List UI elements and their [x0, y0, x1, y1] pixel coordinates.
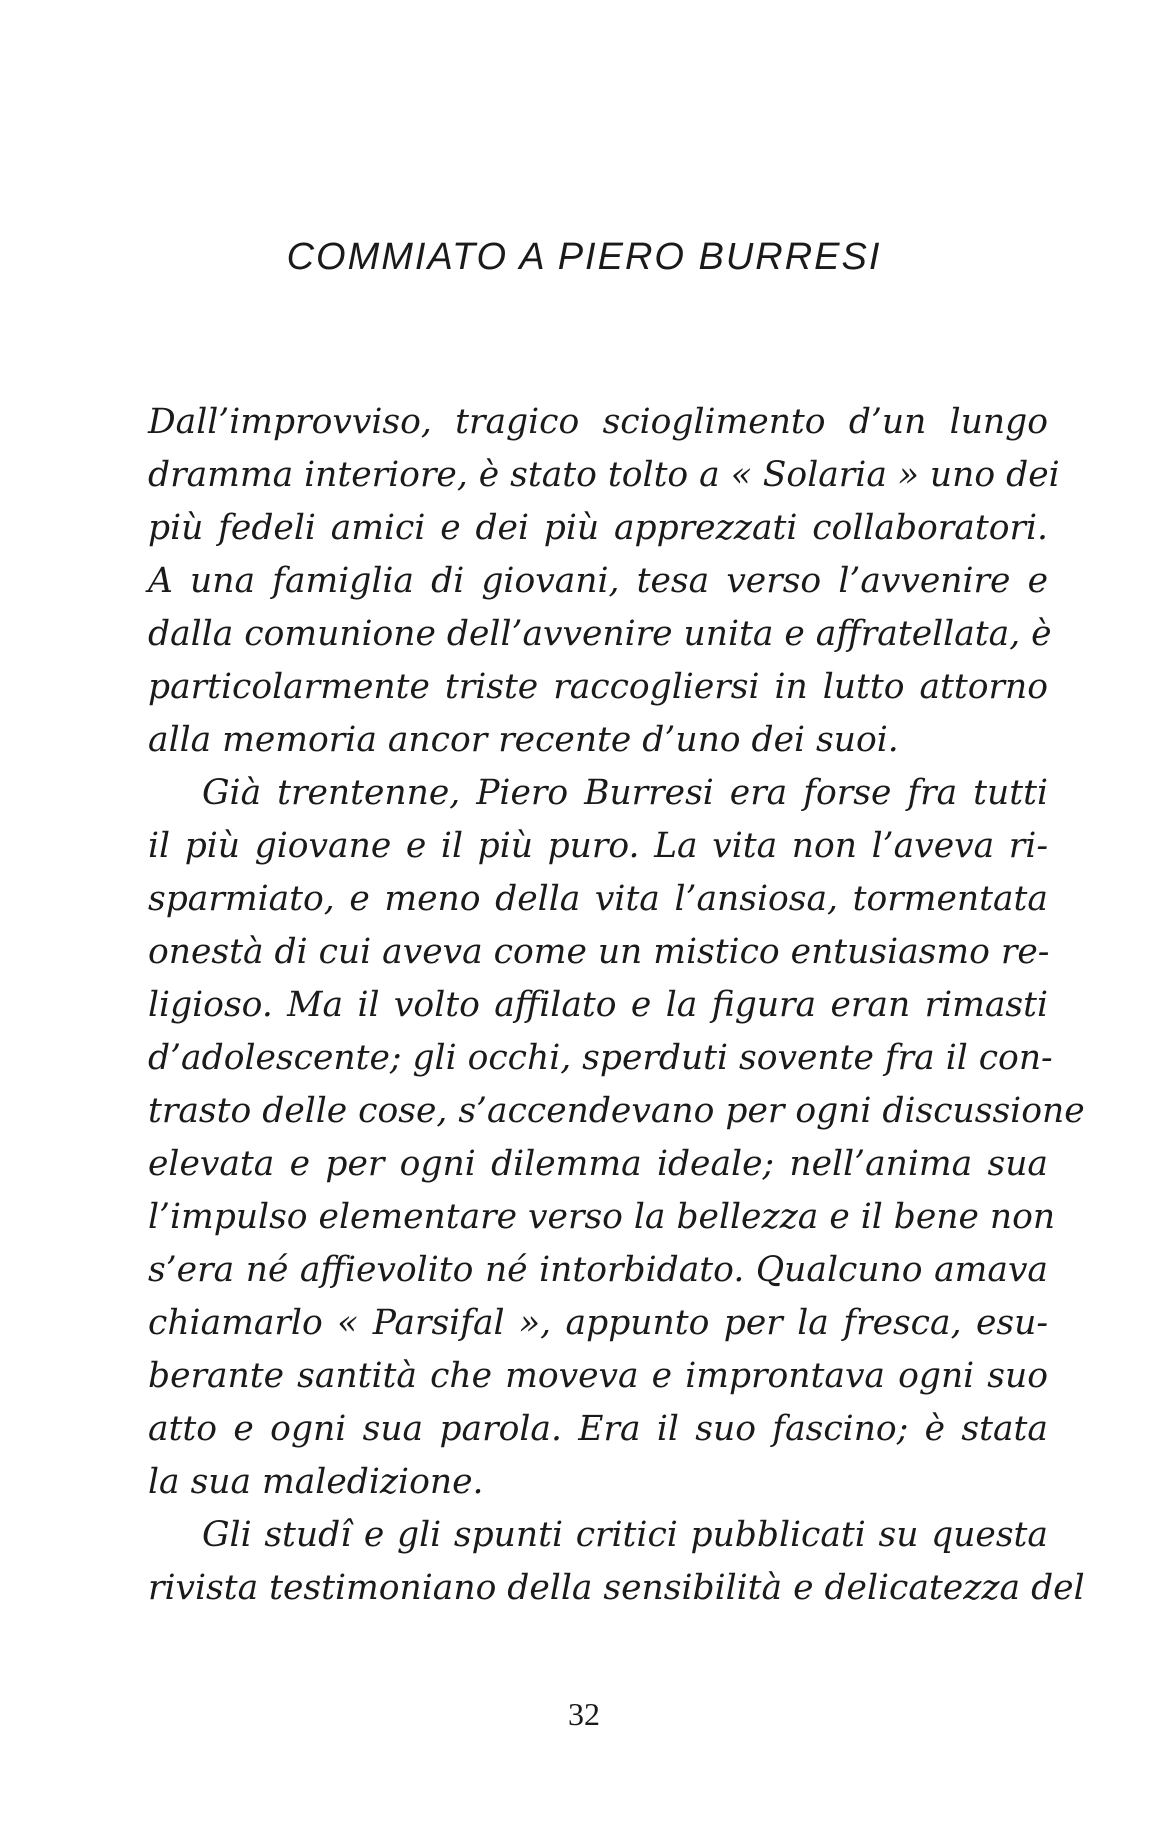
text-line: d’adolescente; gli occhi, sperduti sovente fra il con- [148, 1038, 1053, 1078]
text-line: particolarmente triste raccogliersi in lutto attorno [148, 667, 1048, 707]
text-line: l’impulso elementare verso la bellezza e il bene non [148, 1197, 1056, 1237]
page-title: COMMIATO A PIERO BURRESI [286, 236, 882, 278]
text-line: elevata e per ogni dilemma ideale; nell’anima sua [148, 1144, 1048, 1184]
text-line: la sua maledizione. [148, 1462, 484, 1502]
text-line: onestà di cui aveva come un mistico entusiasmo re- [148, 932, 1050, 972]
text-line: dalla comunione dell’avvenire unita e affratellata, è [148, 614, 1052, 654]
text-line: alla memoria ancor recente d’uno dei suoi. [148, 720, 899, 760]
text-line: Dall’improvviso, tragico scioglimento d’un lungo [148, 402, 1048, 442]
text-line: più fedeli amici e dei più apprezzati collaboratori. [148, 508, 1048, 548]
text-line: Gli studî e gli spunti critici pubblicati su questa [202, 1515, 1048, 1555]
text-line: A una famiglia di giovani, tesa verso l’avvenire e [148, 561, 1048, 601]
text-line: berante santità che moveva e improntava ogni suo [148, 1356, 1048, 1396]
text-line: il più giovane e il più puro. La vita non l’aveva ri- [148, 826, 1048, 866]
text-line: Già trentenne, Piero Burresi era forse fra tutti [202, 773, 1048, 813]
text-line: rivista testimoniano della sensibilità e delicatezza del [148, 1568, 1085, 1608]
text-line: sparmiato, e meno della vita l’ansiosa, tormentata [148, 879, 1048, 919]
text-line: atto e ogni sua parola. Era il suo fascino; è stata [148, 1409, 1048, 1449]
body-text [148, 396, 1085, 1615]
text-line: trasto delle cose, s’accendevano per ogni discussione [148, 1091, 1085, 1131]
text-line: ligioso. Ma il volto affilato e la figura eran rimasti [148, 985, 1048, 1025]
text-line: s’era né affievolito né intorbidato. Qualcuno amava [148, 1250, 1048, 1290]
page-number: 32 [568, 1696, 600, 1732]
text-line: dramma interiore, è stato tolto a « Solaria » uno dei [148, 455, 1060, 495]
text-line: chiamarlo « Parsifal », appunto per la fresca, esu- [148, 1303, 1048, 1343]
